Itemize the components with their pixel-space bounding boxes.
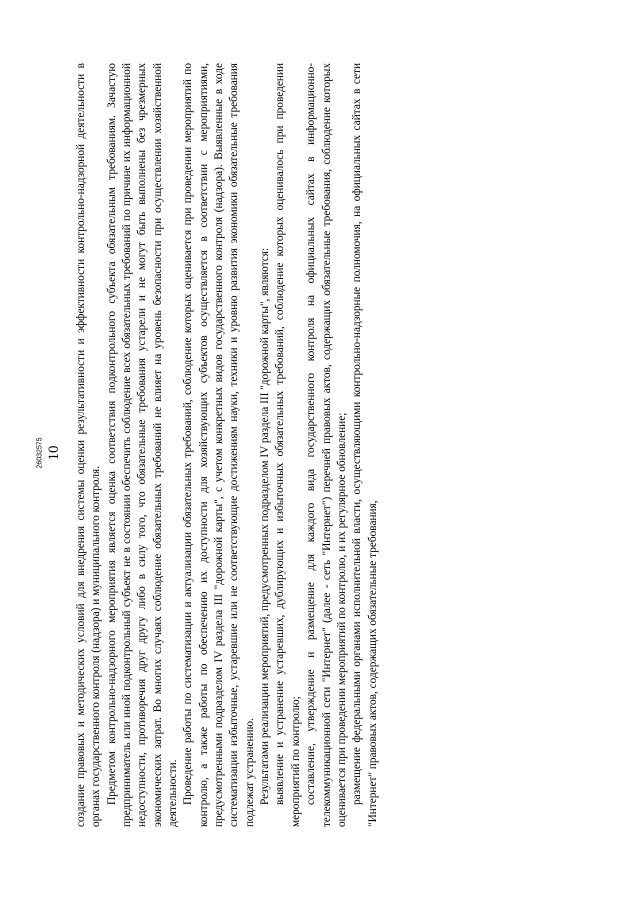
document-body <box>74 63 381 827</box>
paragraph-7: размещение федеральными органами исполнительной власти, осуществляющими контрольно-надзорные полномочия, на официальных сайтах в сети "Интернет" правовых актов, содержащих обязательные требования, <box>351 62 379 827</box>
paragraph-4: Результатами реализации мероприятий, предусмотренных подразделом IV раздела III "дорожной карты", являются: <box>259 247 272 805</box>
document-id: 26032575 <box>36 436 44 469</box>
paragraph-2: Предметом контрольно-надзорного мероприятия является оценка соответствия подконтрольного субъекта обязательным требованиям. Зачастую предприниматель или иной подконтрольный субъект не в состоянии обеспечить соблюдение всех обязательных требований по причине их информационной недоступности, противоречия друг другу либо в силу того, что обязательные требования устарели и не могут быть выполнены без чрезмерных экономических затрат. Во многих случаях соблюдение обязательных требований не влияет на уровень безопасности при осуществлении хозяйственной деятельности. <box>105 62 180 827</box>
paragraph-1: создание правовых и методических условий для внедрения системы оценки результативности и эффективности контрольно-надзорной деятельности в органах государственного контроля (надзора) и муниципального контроля. <box>75 62 103 827</box>
paragraph-3: Проведение работы по систематизации и актуализации обязательных требований, соблюдение которых оценивается при проведении мероприятий по контролю, а также работы по обеспечению их доступности для хозяйствующих субъектов осуществляется в соответствии с мероприятиями, предусмотренными подразделом IV раздела III "дорожной карты", с учетом конкретных видов государственного контроля (надзора). Выявленные в ходе систематизации избыточные, устаревшие или не соответствующие достижениям науки, техники и уровню развития экономики обязательные требования подлежат устранению. <box>182 62 256 827</box>
rotated-page <box>40 53 600 853</box>
paragraph-5: выявление и устранение устаревших, дублирующих и избыточных обязательных требований, соблюдение которых оценивалось при проведении мероприятий по контролю; <box>274 62 302 827</box>
paragraph-6: составление, утверждение и размещение для каждого вида государственного контроля на официальных сайтах в информационно-телекоммуникационной сети "Интернет" (далее - сеть "Интернет") перечней правовых актов, содержащих обязательные требования, соблюдение которых оценивается при проведении мероприятий по контролю, и их регулярное обновление; <box>305 62 348 827</box>
page-number: 10 <box>46 445 62 460</box>
